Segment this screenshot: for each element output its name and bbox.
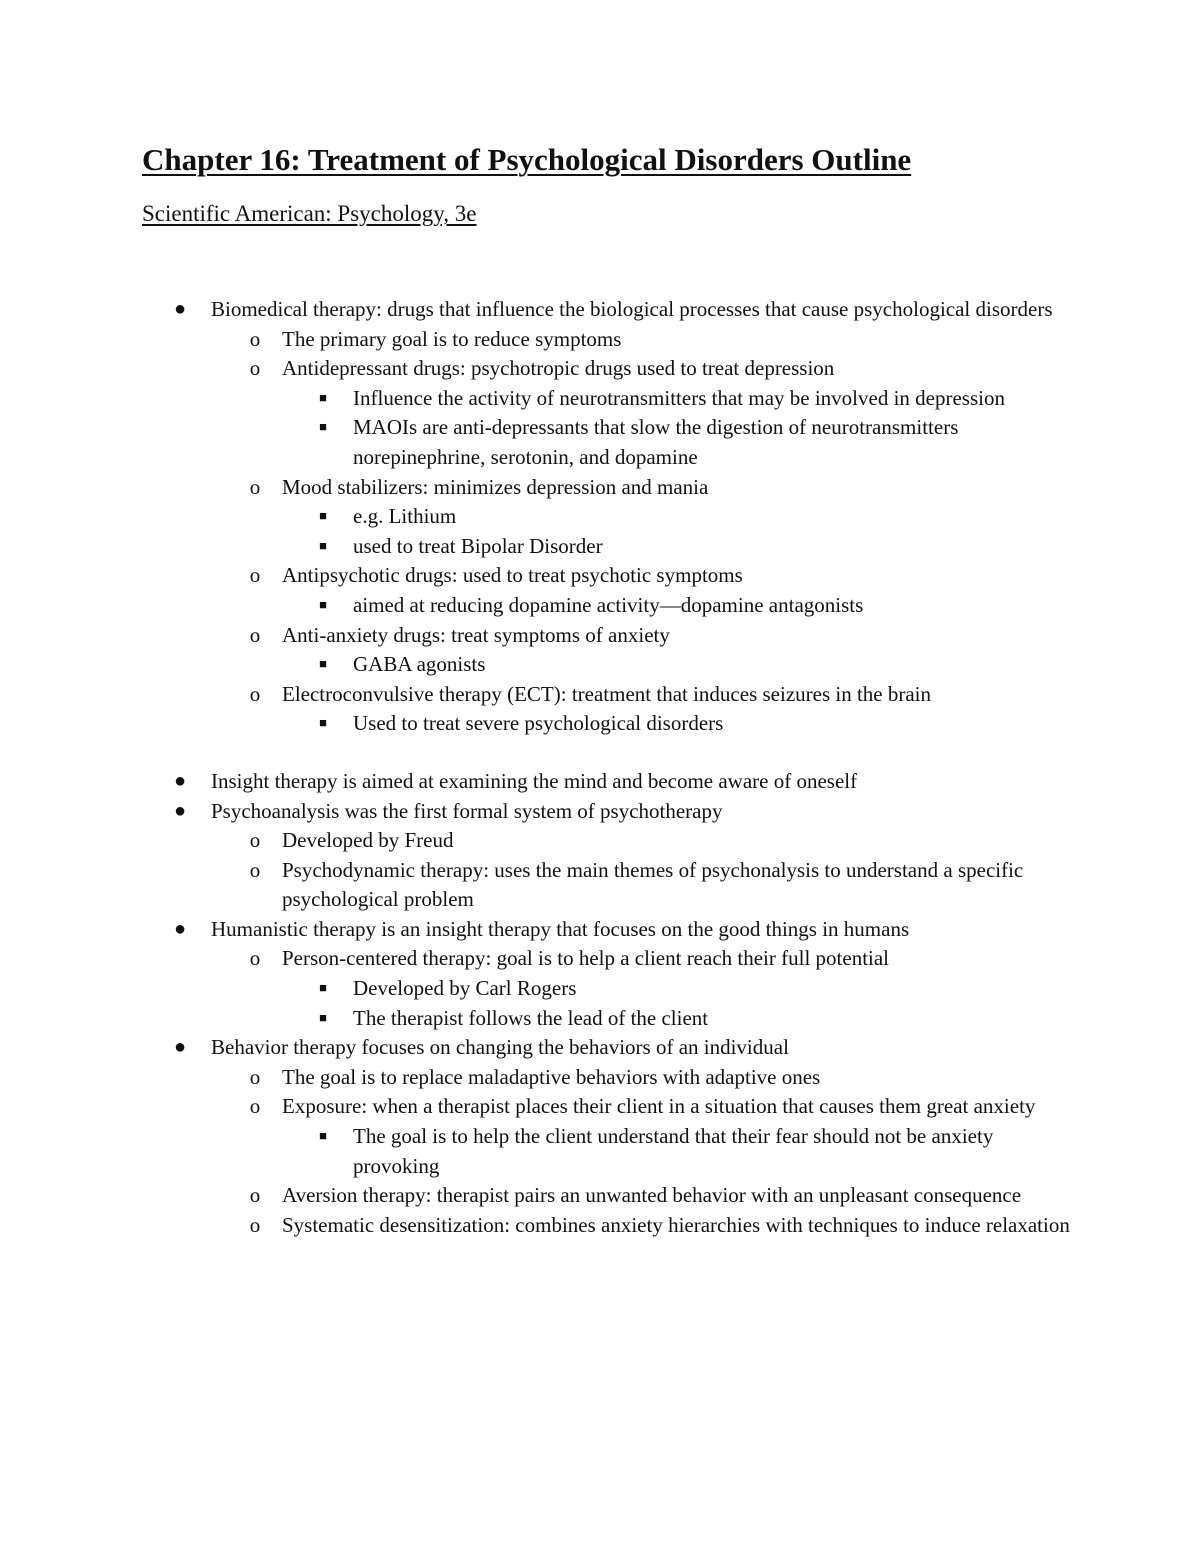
- outline-item-level-2: [0, 473, 1200, 503]
- outline-item-level-3: [0, 650, 1200, 680]
- outline-item-text: MAOIs are anti-depressants that slow the digestion of neurotransmitters norepinephrine, serotonin, and dopamine: [353, 415, 959, 469]
- bullet-circle-icon: o: [249, 326, 261, 351]
- outline-item-level-2: [0, 856, 1200, 915]
- bullet-disc-icon: ●: [173, 298, 187, 320]
- outline-item-text: Aversion therapy: therapist pairs an unwanted behavior with an unpleasant consequence: [282, 1183, 1022, 1208]
- outline-item-text: The goal is to replace maladaptive behaviors with adaptive ones: [282, 1064, 821, 1089]
- outline-item-text: e.g. Lithium: [353, 504, 457, 529]
- outline-item-text: Developed by Carl Rogers: [353, 976, 577, 1001]
- outline-item-text: Humanistic therapy is an insight therapy that focuses on the good things in humans: [211, 916, 910, 941]
- outline-item-text: Used to treat severe psychological disorders: [353, 711, 724, 736]
- bullet-square-icon: ■: [319, 1128, 327, 1144]
- outline-item-text: Electroconvulsive therapy (ECT): treatment that induces seizures in the brain: [282, 681, 932, 706]
- outline-item-text: Behavior therapy focuses on changing the behaviors of an individual: [211, 1035, 789, 1060]
- outline-item-level-2: [0, 621, 1200, 651]
- bullet-square-icon: ■: [319, 1009, 327, 1025]
- outline-item-text: Insight therapy is aimed at examining the mind and become aware of oneself: [211, 768, 858, 793]
- bullet-disc-icon: ●: [173, 769, 187, 792]
- outline-item-text: The goal is to help the client understand that their fear should not be anxiety provoking: [353, 1124, 994, 1178]
- outline-item-text: Person-centered therapy: goal is to help a client reach their full potential: [282, 946, 890, 971]
- outline-item-level-2: [0, 1211, 1200, 1241]
- bullet-circle-icon: o: [249, 681, 261, 706]
- outline-item-text: Anti-anxiety drugs: treat symptoms of anxiety: [282, 622, 670, 647]
- outline-item-text: Exposure: when a therapist places their client in a situation that causes them great anxiety: [282, 1094, 1036, 1119]
- outline-item-level-2: [0, 826, 1200, 856]
- bullet-circle-icon: o: [249, 1064, 261, 1089]
- outline-item-level-3: [0, 974, 1200, 1004]
- bullet-circle-icon: o: [249, 356, 261, 381]
- outline-item-text: used to treat Bipolar Disorder: [353, 533, 603, 558]
- outline-item-text: Psychodynamic therapy: uses the main themes of psychonalysis to understand a specific psychological problem: [282, 857, 1024, 912]
- outline-item-level-3: [0, 532, 1200, 562]
- bullet-square-icon: ■: [319, 715, 327, 731]
- outline-item-level-1: [0, 295, 1200, 325]
- bullet-square-icon: ■: [319, 980, 327, 996]
- outline-item-level-2: [0, 1092, 1200, 1122]
- bullet-square-icon: ■: [319, 656, 327, 672]
- outline-item-text: The therapist follows the lead of the client: [353, 1005, 709, 1030]
- outline-item-level-2: [0, 354, 1200, 384]
- bullet-circle-icon: o: [249, 1094, 261, 1119]
- outline-item-text: Influence the activity of neurotransmitters that may be involved in depression: [353, 385, 1005, 410]
- outline-item-level-3: [0, 591, 1200, 621]
- outline-item-text: Mood stabilizers: minimizes depression and mania: [282, 474, 709, 499]
- bullet-square-icon: ■: [319, 419, 327, 435]
- outline-item-text: Developed by Freud: [282, 828, 454, 853]
- section-spacer: [0, 739, 1200, 767]
- outline-group-psychotherapy: [0, 767, 1200, 1241]
- outline-item-level-3: [0, 502, 1200, 532]
- document-title: Chapter 16: Treatment of Psychological Disorders Outline: [142, 142, 912, 177]
- bullet-square-icon: ■: [319, 389, 327, 405]
- outline-item-level-3: [0, 1004, 1200, 1034]
- outline-item-level-3: [0, 1122, 1200, 1181]
- outline-item-level-2: [0, 680, 1200, 710]
- outline-item-text: Antidepressant drugs: psychotropic drugs used to treat depression: [282, 356, 835, 381]
- outline-item-level-2: [0, 1063, 1200, 1093]
- outline-item-level-1: [0, 1033, 1200, 1063]
- outline-item-text: GABA agonists: [353, 652, 486, 677]
- bullet-disc-icon: ●: [173, 917, 187, 940]
- document-subtitle: Scientific American: Psychology, 3e: [142, 201, 477, 226]
- outline: [0, 295, 1200, 1240]
- bullet-circle-icon: o: [249, 1183, 261, 1208]
- outline-item-level-3: [0, 384, 1200, 414]
- bullet-disc-icon: ●: [173, 1036, 187, 1059]
- bullet-circle-icon: o: [249, 1212, 261, 1237]
- bullet-circle-icon: o: [249, 474, 261, 499]
- outline-item-text: Antipsychotic drugs: used to treat psychotic symptoms: [282, 563, 743, 588]
- outline-item-text: Systematic desensitization: combines anxiety hierarchies with techniques to induce relaxation: [282, 1212, 1070, 1237]
- bullet-circle-icon: o: [249, 563, 261, 588]
- outline-group-biomedical: [0, 295, 1200, 739]
- outline-item-text: Psychoanalysis was the first formal system of psychotherapy: [211, 798, 723, 823]
- outline-item-level-2: [0, 944, 1200, 974]
- outline-item-level-1: [0, 915, 1200, 945]
- outline-item-level-3: [0, 709, 1200, 739]
- bullet-square-icon: ■: [319, 537, 327, 553]
- bullet-disc-icon: ●: [173, 799, 187, 822]
- bullet-circle-icon: o: [249, 828, 261, 853]
- bullet-circle-icon: o: [249, 857, 261, 882]
- bullet-circle-icon: o: [249, 622, 261, 647]
- bullet-square-icon: ■: [319, 596, 327, 612]
- outline-item-text: Biomedical therapy: drugs that influence the biological processes that cause psychological disorders: [211, 297, 1053, 321]
- outline-item-level-1: [0, 797, 1200, 827]
- bullet-circle-icon: o: [249, 946, 261, 971]
- outline-item-level-1: [0, 767, 1200, 797]
- outline-item-text: The primary goal is to reduce symptoms: [282, 326, 622, 351]
- outline-item-level-2: [0, 325, 1200, 355]
- outline-item-level-2: [0, 561, 1200, 591]
- bullet-square-icon: ■: [319, 508, 327, 524]
- outline-item-level-2: [0, 1181, 1200, 1211]
- outline-item-level-3: [0, 413, 1200, 472]
- outline-item-text: aimed at reducing dopamine activity—dopamine antagonists: [353, 592, 864, 617]
